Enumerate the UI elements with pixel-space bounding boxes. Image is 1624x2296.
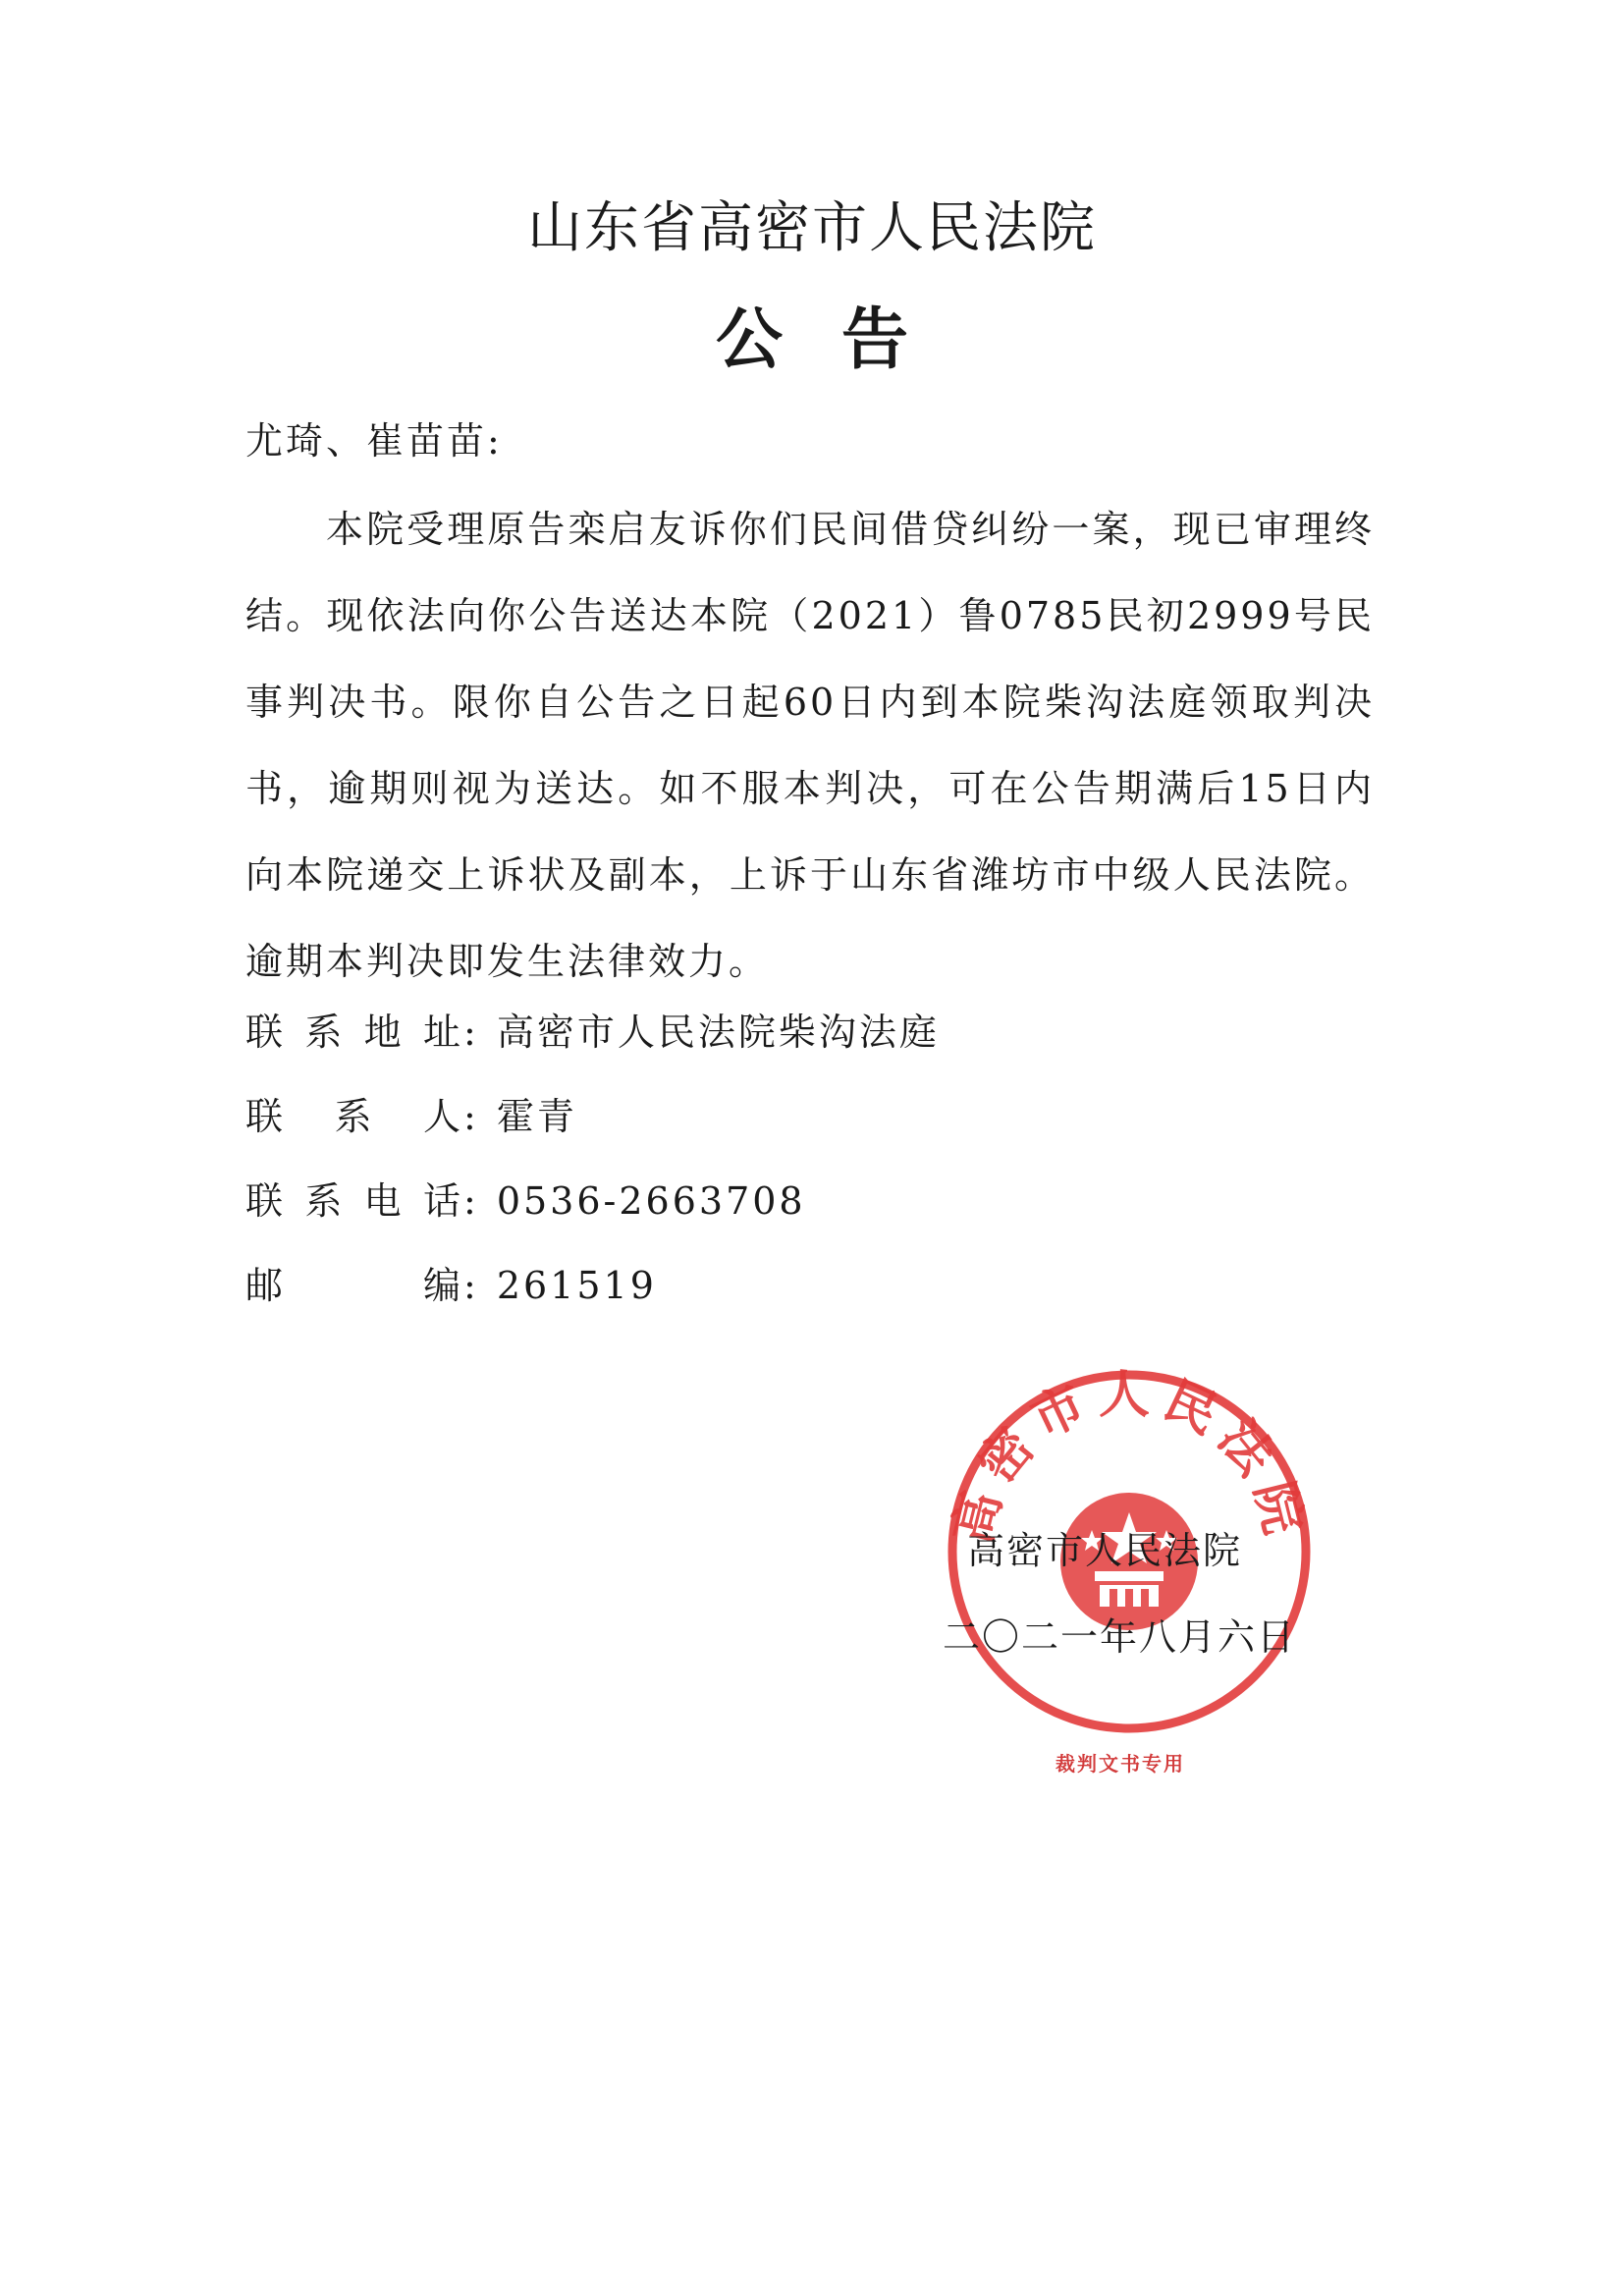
separator: : [463, 1095, 479, 1138]
contact-phone-row [245, 1171, 806, 1225]
contact-person-label: 联系人 [245, 1095, 463, 1138]
document-title: 公告 [715, 301, 967, 379]
contact-postcode-row [245, 1255, 657, 1309]
signature-date: 二〇二一年八月六日 [943, 1615, 1297, 1659]
contact-phone-label: 联系电话 [245, 1179, 463, 1223]
contact-address-label: 联系地址 [245, 1011, 463, 1054]
signature-org: 高密市人民法院 [967, 1529, 1243, 1572]
notice-body: 本院受理原告栾启友诉你们民间借贷纠纷一案，现已审理终结。现依法向你公告送达本院（2021）鲁0785民初2999号民事判决书。限你自公告之日起60日内到本院柴沟法庭领取判决书，逾期则视为送达。如不服本判决，可在公告期满后15日内向本院递交上诉状及副本，上诉于山东省潍坊市中级人民法院。逾期本判决即发生法律效力。 [245, 508, 1375, 983]
contact-phone-value: 0536-2663708 [496, 1179, 806, 1223]
contact-person-row [245, 1086, 577, 1140]
seal-caption: 裁判文书专用 [1056, 1752, 1185, 1776]
seal-ring-text: 高密市人民法院 [944, 1365, 1315, 1550]
contact-postcode-label: 邮编 [245, 1264, 463, 1307]
separator: : [463, 1264, 479, 1307]
contact-person-value: 霍青 [496, 1095, 577, 1138]
separator: : [463, 1179, 479, 1223]
contact-address-row [245, 1002, 940, 1056]
separator: : [463, 1011, 479, 1054]
contact-postcode-value: 261519 [496, 1264, 657, 1307]
addressee: 尤琦、崔苗苗: [245, 419, 503, 463]
court-name: 山东省高密市人民法院 [527, 196, 1097, 260]
contact-address-value: 高密市人民法院柴沟法庭 [496, 1011, 940, 1054]
